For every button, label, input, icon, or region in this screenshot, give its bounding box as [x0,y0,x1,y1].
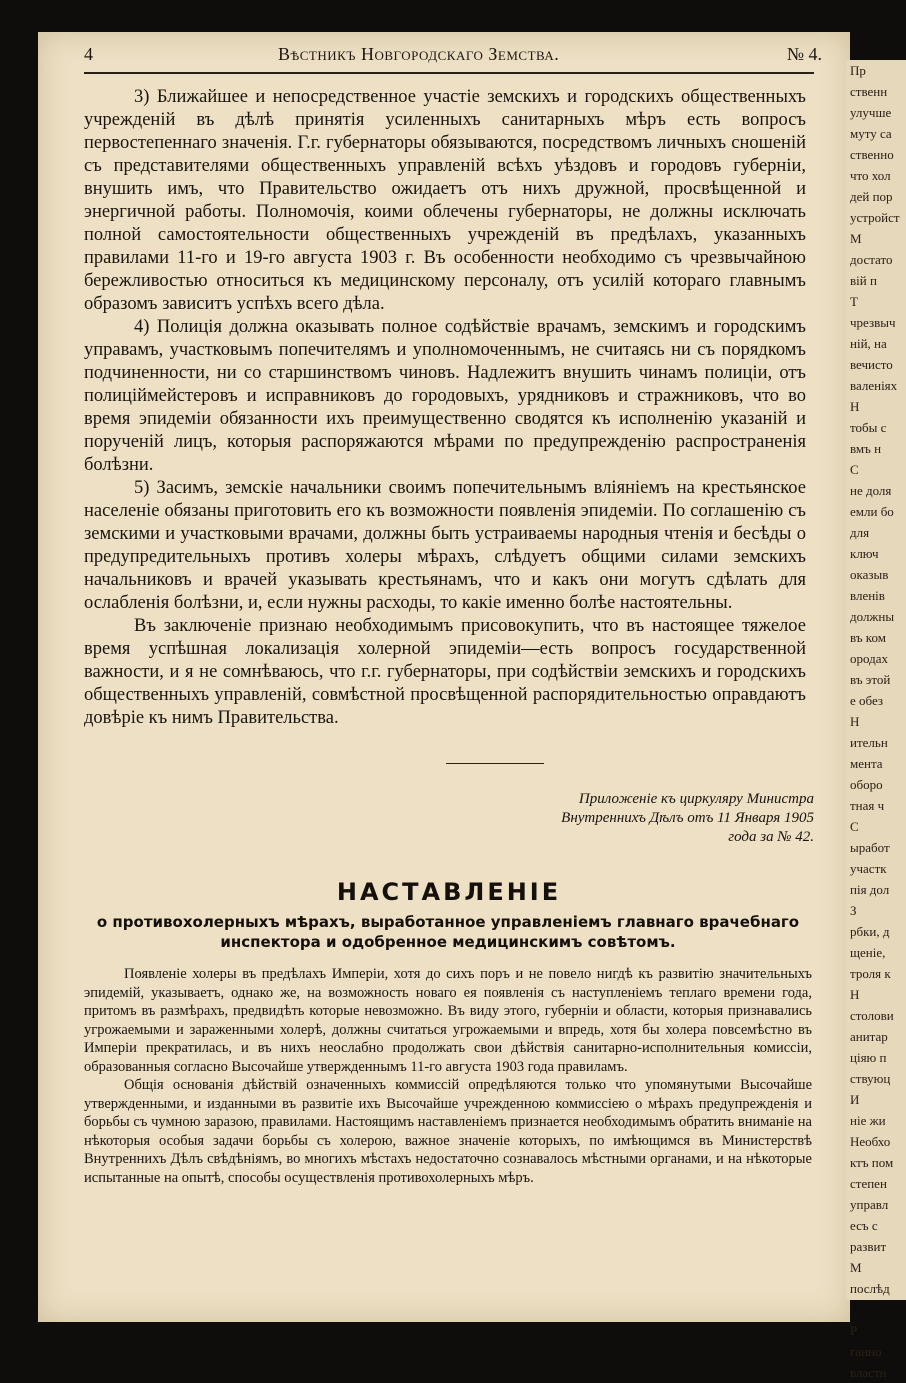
section-divider [446,763,544,764]
adjacent-page-fragment: устройст [850,210,900,225]
adjacent-page-fragment: оборо [850,777,883,792]
adjacent-page-fragment: Н [850,987,860,1002]
adjacent-page-fragment: ключ [850,546,879,561]
adjacent-page-fragment: ыработ [850,840,890,855]
adjacent-page-fragment: властн [850,1365,887,1380]
adjacent-page-fragment: валеніях [850,378,898,393]
adjacent-page-fragment: въ ком [850,630,886,645]
paragraph-4: 4) Полиція должна оказывать полное содѣйствіе врачамъ, земскимъ и городскимъ управамъ, участковымъ попечителямъ и уполномоченнымъ, не считаясь ни съ порядкомъ подчиненности, ни со старшинствомъ чиновъ. Надлежитъ внушить чинамъ полиціи, отъ полиціймейстеровъ и исправниковъ до городовыхъ, урядниковъ и стражниковъ, что во время эпидеміи обязанности ихъ преимущественно сводятся къ исполненію указаній и порученій лицъ, которыя распоряжаются мѣрами по предупрежденію распространенія болѣзни. [84,317,806,475]
adjacent-page-fragment [846,1299,906,1320]
adjacent-page-fragment: С [850,819,859,834]
adjacent-page-fragment: Н [850,399,860,414]
adjacent-page-fragment: ородах [850,651,889,666]
adjacent-page-fragment: щеніе, [850,945,886,960]
instruction-text [84,965,812,1187]
adjacent-page-fragment: вій п [850,273,877,288]
adjacent-page-edge [846,60,906,1380]
document-subtitle: о противохолерныхъ мѣрахъ, выработанное управленіемъ главнаго врачебнаго инспектора и одобренное медицинскимъ совѣтомъ. [96,913,800,951]
adjacent-page-fragment: З [850,903,857,918]
appendix-note: Приложеніе къ циркуляру Министра Внутреннихъ Дѣлъ отъ 11 Января 1905 года за № 42. [561,791,814,845]
adjacent-page-fragment: е обез [850,693,884,708]
adjacent-page-fragment: есъ с [850,1218,878,1233]
adjacent-page-fragment: Н [850,714,860,729]
paragraph-5: 5) Засимъ, земскіе начальники своимъ попечительнымъ вліяніемъ на крестьянское населеніе обязаны приготовить его къ возможности появленія эпидеміи. По соглашенію съ земскими и участковыми врачами, должны быть устраиваемы народныя чтенія и бесѣды о предупредительныхъ противъ холеры мѣрахъ, слѣдуетъ общими силами земскихъ начальниковъ и врачей указывать крестьянамъ, что и какъ они могутъ сдѣлать для ослабленія болѣзни, и, если нужны расходы, то какіе именно болѣе настоятельны. [84,478,806,613]
paragraph-3: 3) Ближайшее и непосредственное участіе земскихъ и городскихъ общественныхъ учрежденій въ дѣлѣ принятія усиленныхъ санитарныхъ мѣръ есть вопросъ первостепеннаго значенія. Г.г. губернаторы обязываются, посредствомъ личныхъ сношеній съ представителями общественныхъ управленій всѣхъ уѣздовъ и городовъ губерніи, внушить имъ, что Правительство ожидаетъ отъ нихъ дружной, просвѣщенной и энергичной работы. Полномочія, коими облечены губернаторы, не должны исключать полной самостоятельности общественныхъ учрежденій въ предѣлахъ, указанныхъ правилами 11-го и 19-го августа 1903 г. Въ особенности необходимо съ чрезвычайною бережливостью относиться къ медицинскому персоналу, отъ усилій котораго главнымъ образомъ зависитъ успѣхъ всего дѣла. [84,87,806,314]
adjacent-page-fragment: для [850,525,870,540]
instruction-paragraph-1: Появленіе холеры въ предѣлахъ Имперіи, хотя до сихъ поръ и не повело нигдѣ къ развитію значительныхъ эпидемій, указываетъ, однако же, на возможность новаго ея появленія съ наступленіемъ теплаго времени года, притомъ въ размѣрахъ, предвидѣть которые невозможно. Въ виду этого, губерніи и области, которыя признавались угрожаемыми и зараженными холерѣ, должны считаться угрожаемыми и впредь, хотя бы холера повсемѣстно въ Имперіи прекратилась, и въ нихъ неослабно продолжать свои дѣйствія санитарно-исполнительныя комиссіи, образованныя согласно Высочайше утвержденнымъ 11-го августа 1903 года правиламъ. [84,966,812,1075]
adjacent-page-fragment: емли бо [850,504,894,519]
adjacent-page-fragment: ганно [850,1344,882,1359]
journal-title: Вѣстникъ Новгородскаго Земства. [278,44,560,64]
adjacent-page-fragment: ціяю п [850,1050,887,1065]
header-rule [84,72,814,74]
adjacent-page-fragment: Р [850,1323,858,1338]
document-title: НАСТАВЛЕНІЕ [336,878,562,906]
adjacent-page-fragment: мента [850,756,883,771]
adjacent-page-fragment: М [850,231,862,246]
adjacent-page-fragment: ственн [850,84,888,99]
adjacent-page-fragment: Необхо [850,1134,891,1149]
adjacent-page-fragment: ствуюц [850,1071,891,1086]
adjacent-page-fragment: рбки, д [850,924,890,939]
instruction-paragraph-2: Общія основанія дѣйствій означенныхъ коммиссій опредѣляются только что упомянутыми Высочайше утвержденными, и изданными въ развитіе ихъ Высочайше учрежденною коммиссіею о мѣрахъ предупрежденія и борьбы съ чумною заразою, правилами. Настоящимъ наставленіемъ признается необходимымъ обратить вниманіе на нѣкоторыя особыя задачи борьбы съ холерою, важное значеніе которыхъ, по имѣющимся въ Министерствѣ Внутреннихъ Дѣлъ свѣдѣніямъ, во многихъ мѣстахъ недостаточно сознавалось мѣстными органами, и на нѣкоторые испытанные на опытѣ, способы осуществленія противохолерныхъ мѣръ. [84,1077,812,1186]
running-header [84,44,822,70]
issue-number: № 4. [786,44,822,64]
adjacent-page-fragment: должны [850,609,895,624]
adjacent-page-fragment: вечисто [850,357,893,372]
adjacent-page-fragment: пія дол [850,882,890,897]
adjacent-page-fragment: Т [850,294,858,309]
circular-text [84,86,806,730]
paragraph-conclusion: Въ заключеніе признаю необходимымъ присовокупить, что въ настоящее тяжелое время успѣшная локализація холерной эпидеміи—есть вопросъ государственной важности, и я не сомнѣваюсь, что г.г. губернаторы, при содѣйствіи земскихъ и городскихъ общественныхъ управленій, совмѣстной просвѣщенной распорядительностью оправдаютъ довѣріе къ нимъ Правительства. [84,616,806,728]
adjacent-page-fragment: ній, на [850,336,887,351]
adjacent-page-fragment: тная ч [850,798,885,813]
adjacent-page-fragment: степен [850,1176,887,1191]
adjacent-page-fragment: оказыв [850,567,889,582]
adjacent-page-fragment: ительн [850,735,888,750]
adjacent-page-fragment: развит [850,1239,887,1254]
adjacent-page-fragment: Пр [850,63,866,78]
adjacent-page-fragment: муту са [850,126,892,141]
adjacent-page-fragment: М [850,1260,862,1275]
adjacent-page-fragment: что хол [850,168,891,183]
adjacent-page-fragment: С [850,462,859,477]
adjacent-page-fragment: послѣд [850,1281,890,1296]
adjacent-page-fragment: улучше [850,105,892,120]
adjacent-page-fragment: тобы с [850,420,887,435]
adjacent-page-fragment: троля к [850,966,891,981]
adjacent-page-fragment: вмъ н [850,441,882,456]
page-number: 4 [84,44,93,64]
adjacent-page-fragment: ственно [850,147,894,162]
adjacent-page-fragment: вленів [850,588,885,603]
adjacent-page-fragment: ктъ пом [850,1155,894,1170]
adjacent-page-fragment: въ этой [850,672,891,687]
adjacent-page-fragment: управл [850,1197,889,1212]
adjacent-page-fragment: столови [850,1008,894,1023]
adjacent-page-fragment: чрезвыч [850,315,896,330]
adjacent-page-fragment: анитар [850,1029,888,1044]
adjacent-page-fragment: не доля [850,483,892,498]
adjacent-page-fragment: достато [850,252,893,267]
adjacent-page-fragment: дей пор [850,189,893,204]
adjacent-page-fragment: участк [850,861,887,876]
adjacent-page-fragment: ніе жи [850,1113,886,1128]
adjacent-page-fragment: И [850,1092,860,1107]
